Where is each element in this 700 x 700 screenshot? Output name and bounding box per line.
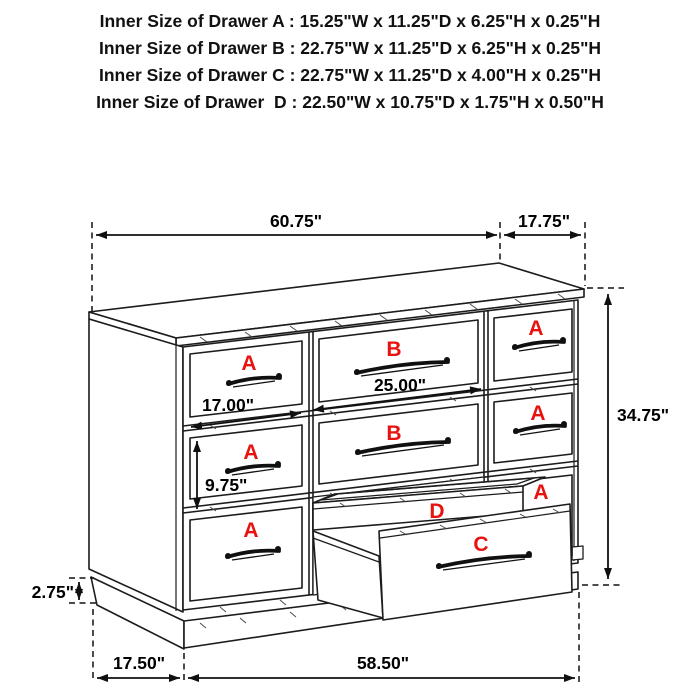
label-drawer-a-left-middle: A <box>243 441 259 464</box>
label-drawer-a-right-top: A <box>528 317 544 340</box>
spec-line-drawer-d: Inner Size of Drawer D : 22.50"W x 10.75"D x 1.75"H x 0.50"H <box>96 92 604 112</box>
cabinet-left-side-panel <box>89 319 183 612</box>
dim-drawer-a-width-label: 17.00" <box>201 395 255 415</box>
label-drawer-a-left-top: A <box>241 352 257 375</box>
spec-line-drawer-b: Inner Size of Drawer B : 22.75"W x 11.25"D x 6.25"H x 0.25"H <box>98 38 602 58</box>
dim-drawer-a-height-label: 9.75" <box>205 475 248 495</box>
label-drawer-a-right-bottom: A <box>533 481 549 504</box>
dim-base-height-label: 2.75" <box>31 582 74 602</box>
dim-top-depth-label: 17.75" <box>517 211 571 231</box>
spec-line-drawer-a: Inner Size of Drawer A : 15.25"W x 11.25"D x 6.25"H x 0.25"H <box>99 11 601 31</box>
dim-base-height <box>32 578 100 603</box>
label-drawer-a-right-middle: A <box>530 402 546 425</box>
dim-bottom-width-label: 58.50" <box>356 653 410 673</box>
dim-overall-height <box>582 288 669 585</box>
dim-drawer-b-width-label: 25.00" <box>373 375 427 395</box>
label-drawer-b-middle: B <box>386 422 402 445</box>
label-drawer-c: C <box>473 533 489 556</box>
base-right-foot <box>572 546 583 560</box>
label-drawer-a-left-bottom: A <box>243 519 259 542</box>
dim-overall-height-label: 34.75" <box>617 405 670 425</box>
label-tray-d: D <box>429 500 445 523</box>
title-block <box>96 11 604 112</box>
dim-top-width-label: 60.75" <box>269 211 323 231</box>
label-drawer-b-top: B <box>386 338 402 361</box>
dim-bottom-left-depth-label: 17.50" <box>112 653 166 673</box>
spec-line-drawer-c: Inner Size of Drawer C : 22.75"W x 11.25"D x 4.00"H x 0.25"H <box>98 65 602 85</box>
